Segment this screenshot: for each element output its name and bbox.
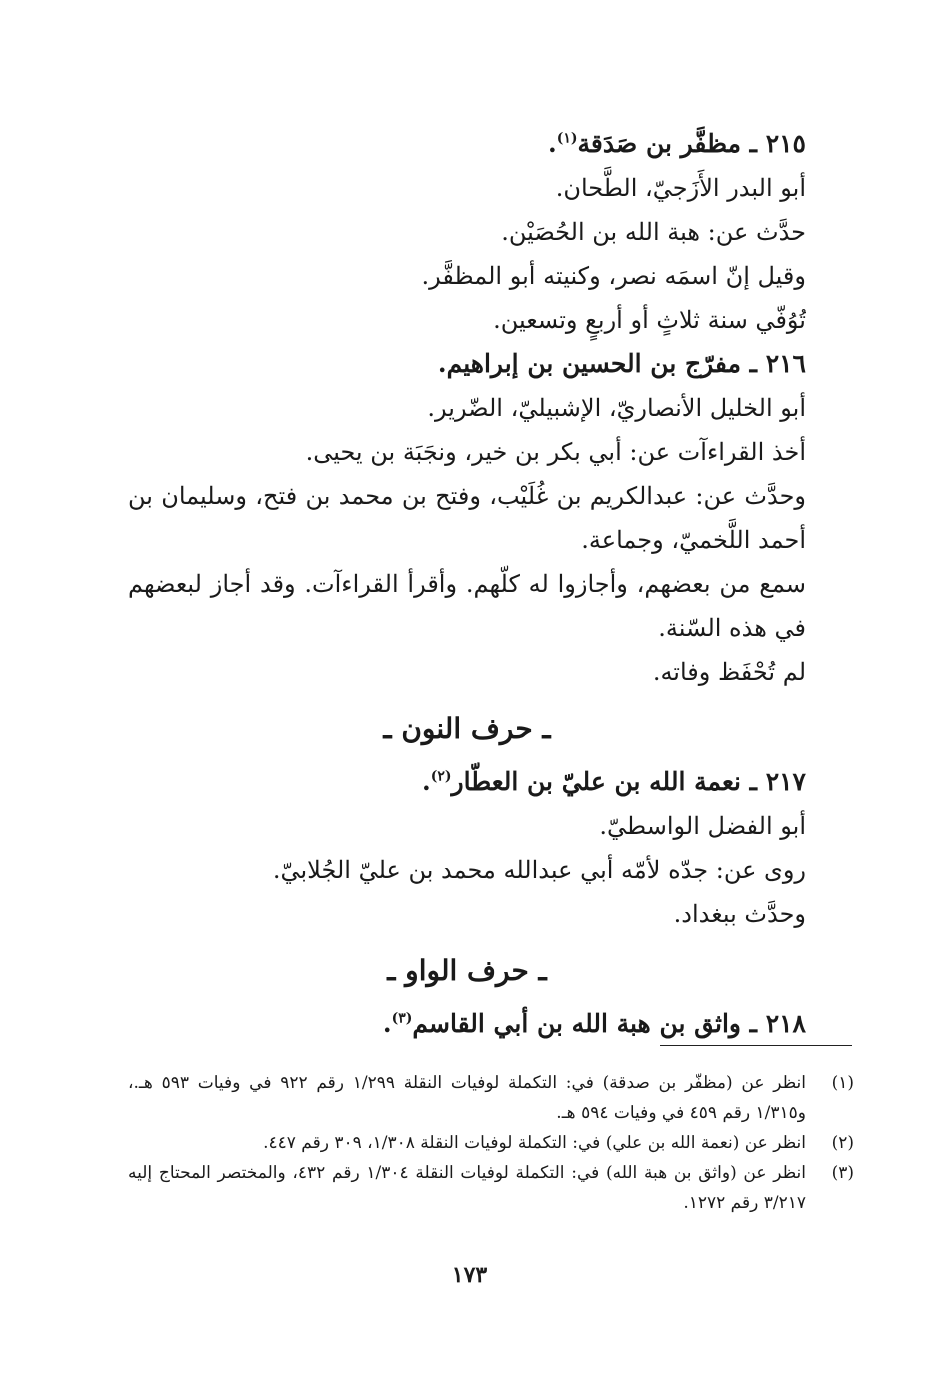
footnote-item bbox=[128, 1068, 854, 1128]
footnote-ref-1[interactable]: (١) bbox=[556, 130, 578, 147]
entry-216-paragraph: وحدَّث عن: عبدالكريم بن غُلَيْب، وفتح بن محمد بن فتح، وسليمان بن أحمد اللَّخميّ، وجماعة. bbox=[128, 482, 806, 554]
entry-215-heading: ٢١٥ ـ مظفَّر بن صَدَقة$^{(١)}$. bbox=[548, 129, 806, 158]
section-heading-waw: ـ حرف الواو ـ bbox=[387, 954, 547, 987]
entry-215-line: تُوُفّي سنة ثلاثٍ أو أربعٍ وتسعين. bbox=[493, 306, 806, 334]
entry-216-line: لم تُحْفَظ وفاته. bbox=[652, 658, 806, 686]
footnote-number: (١) bbox=[831, 1073, 854, 1093]
footnote-divider bbox=[660, 1045, 852, 1046]
footnote-text: انظر عن (نعمة الله بن علي) في: التكملة لوفيات النقلة ١/٣٠٨، ٣٠٩ رقم ٤٤٧. bbox=[263, 1133, 806, 1153]
entry-218-title: ٢١٨ ـ واثق بن هبة الله بن أبي القاسم bbox=[412, 1009, 806, 1038]
entry-216-line: أخذ القراءآت عن: أبي بكر بن خير، ونجَبَة بن يحيى. bbox=[305, 438, 806, 466]
footnote-item bbox=[128, 1158, 854, 1218]
page-number: ١٧٣ bbox=[451, 1262, 488, 1288]
footnote-item bbox=[128, 1128, 854, 1158]
entry-217-line: أبو الفضل الواسطيّ. bbox=[599, 812, 806, 840]
footnote-ref-2[interactable]: (٢) bbox=[430, 768, 452, 785]
footnote-number: (٢) bbox=[831, 1133, 854, 1153]
entry-218-heading: ٢١٨ ـ واثق بن هبة الله بن أبي القاسم$^{(٣)}$. bbox=[382, 1009, 806, 1038]
entry-216-paragraph: سمع من بعضهم، وأجازوا له كلّهم. وأقرأ القراءآت. وقد أجاز لبعضهم في هذه السّنة. bbox=[128, 570, 806, 642]
entry-215-line: وقيل إنّ اسمَه نصر، وكنيته أبو المظفَّر. bbox=[421, 262, 806, 290]
footnote-text: انظر عن (مظفّر بن صدقة) في: التكملة لوفيات النقلة ١/٢٩٩ رقم ٩٢٢ في وفيات ٥٩٣ هـ.، و١/٣١٥ رقم ٤٥٩ في وفيات ٥٩٤ هـ. bbox=[128, 1073, 806, 1123]
section-heading-nun: ـ حرف النون ـ bbox=[383, 712, 551, 745]
entry-217-line: وحدَّث ببغداد. bbox=[673, 900, 806, 928]
main-text bbox=[128, 122, 806, 1046]
entry-215-title: ٢١٥ ـ مظفَّر بن صَدَقة bbox=[577, 129, 806, 158]
footnote-ref-3[interactable]: (٣) bbox=[391, 1010, 413, 1027]
entry-215-line: أبو البدر الأَزَجيّ، الطَّحان. bbox=[555, 174, 806, 202]
entry-217-line: روى عن: جدّه لأمّه أبي عبدالله محمد بن عليّ الجُلابيّ. bbox=[272, 856, 806, 884]
entry-216-line: أبو الخليل الأنصاريّ، الإشبيليّ، الضّرير. bbox=[427, 394, 806, 422]
entry-217-title: ٢١٧ ـ نعمة الله بن عليّ بن العطّار bbox=[451, 767, 806, 796]
footnotes bbox=[128, 1068, 854, 1218]
entry-217-heading: ٢١٧ ـ نعمة الله بن عليّ بن العطّار$^{(٢)}$. bbox=[422, 767, 806, 796]
entry-215-line: حدَّث عن: هبة الله بن الحُصَيْن. bbox=[501, 218, 806, 246]
footnote-number: (٣) bbox=[831, 1163, 854, 1183]
footnote-text: انظر عن (واثق بن هبة الله) في: التكملة لوفيات النقلة ١/٣٠٤ رقم ٤٣٢، والمختصر المحتاج إليه ٣/٢١٧ رقم ١٢٧٢. bbox=[128, 1163, 806, 1213]
entry-216-heading: ٢١٦ ـ مفرّج بن الحسين بن إبراهيم. bbox=[437, 349, 806, 378]
